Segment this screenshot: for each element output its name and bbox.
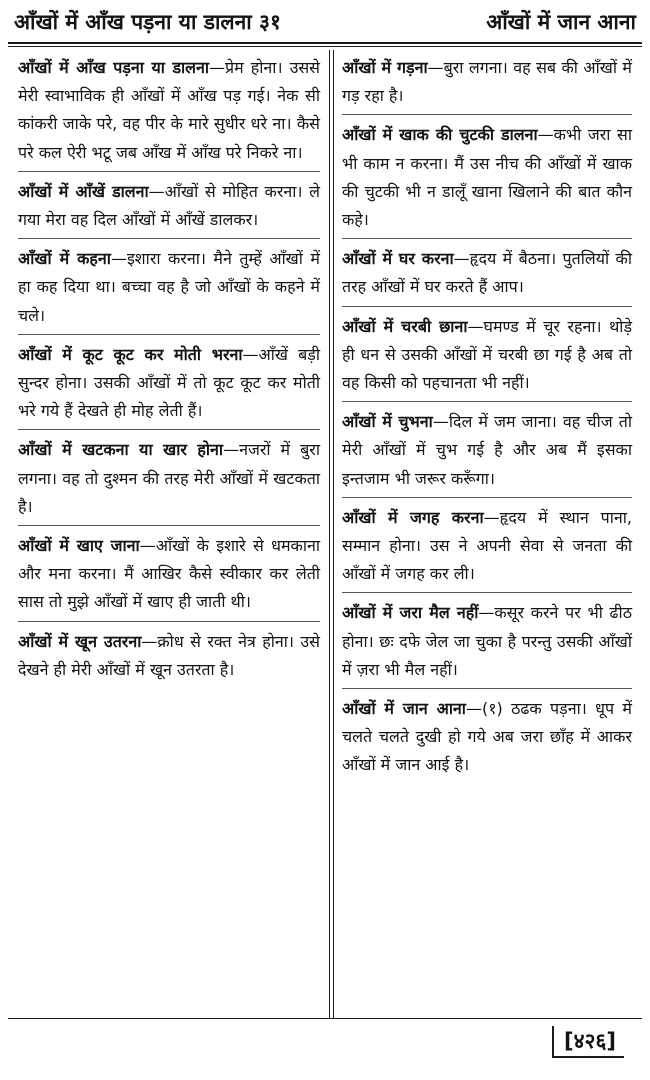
entry-definition: —नजरों में बुरा लगना। वह तो दुश्मन की तरह मेरी आँखों में खटकता है। bbox=[18, 440, 320, 516]
page-number-value: ४२६ bbox=[573, 1029, 607, 1053]
entry-headword: आँखों में आँख पड़ना या डालना bbox=[18, 58, 210, 77]
dictionary-entry bbox=[342, 408, 632, 498]
entry-definition: —क्रोध से रक्त नेत्र होना। उसे देखने ही मेरी आँखों में खून उतरता है। bbox=[18, 631, 320, 679]
entry-headword: आँखों में खून उतरना bbox=[18, 631, 142, 651]
entry-definition: —आँखों से मोहित करना। ले गया मेरा वह दिल आँखों में आँखें डालकर। bbox=[18, 181, 320, 230]
running-header bbox=[14, 4, 636, 40]
dictionary-entry bbox=[18, 532, 320, 622]
entry-headword: आँखों में चुभना bbox=[342, 412, 433, 432]
entry-definition: —दिल में जम जाना। वह चीज तो मेरी आँखों में चुभ गई है और अब मैं इसका इन्तजाम भी जरूर करूँगा। bbox=[342, 412, 632, 488]
entry-headword: आँखों में खाए जाना bbox=[18, 536, 140, 556]
entry-headword: आँखों में आँखें डालना bbox=[18, 181, 149, 201]
entry-definition: —कसूर करने पर भी ढीठ होना। छः दफे जेल जा चुका है परन्तु उसकी आँखों में ज़रा भी मैल नहीं। bbox=[342, 603, 632, 679]
entry-headword: आँखों में जगह करना bbox=[342, 507, 484, 527]
column-divider bbox=[329, 50, 330, 1018]
column-divider bbox=[333, 50, 334, 1018]
entry-headword: आँखों में घर करना bbox=[342, 249, 454, 269]
dictionary-entry bbox=[342, 121, 632, 239]
dictionary-entry bbox=[18, 436, 320, 526]
right-column bbox=[342, 54, 632, 790]
dictionary-entry bbox=[342, 54, 632, 115]
header-right: आँखों में जान आना bbox=[486, 10, 636, 34]
header-rule bbox=[8, 42, 642, 44]
entry-definition: —प्रेम होना। उससे मेरी स्वाभाविक ही आँखों में आँख पड़ गई। नेक सी कांकरी जाके परे, वह पीर के मारे सुधीर धरे ना। कैसे परे कल ऐरी भटू जब आँख में आँख परे निकरे ना। bbox=[18, 58, 320, 162]
entry-headword: आँखों में खटकना या खार होना bbox=[18, 440, 224, 460]
dictionary-entry bbox=[18, 178, 320, 239]
dictionary-entry bbox=[18, 341, 320, 431]
left-column bbox=[18, 54, 320, 694]
header-rule-thin bbox=[8, 46, 642, 47]
entry-definition: —हृदय में बैठना। पुतलियों की तरह आँखों में घर करते हैं आप। bbox=[342, 249, 632, 297]
dictionary-entry bbox=[342, 599, 632, 689]
footer-rule bbox=[8, 1018, 642, 1019]
entry-headword: आँखों में खाक की चुटकी डालना bbox=[342, 125, 538, 145]
entry-headword: आँखों में चरबी छाना bbox=[342, 316, 468, 336]
entry-headword: आँखों में गड़ना bbox=[342, 58, 428, 77]
entry-definition: —घमण्ड में चूर रहना। थोड़े ही धन से उसकी आँखों में चरबी छा गई है अब तो वह किसी को पहचानता भी नहीं। bbox=[342, 316, 633, 393]
entry-definition: —आँखें बड़ी सुन्दर होना। उसकी आँखों में तो कूट कूट कर मोती भरे गये हैं देखते ही मोह लेती हैं। bbox=[18, 344, 320, 421]
entry-headword: आँखों में जान आना bbox=[342, 699, 466, 719]
entry-definition: —बुरा लगना। वह सब की आँखों में गड़ रहा है। bbox=[342, 58, 632, 106]
entry-definition: —आँखों के इशारे से धमकाना और मना करना। मैं आखिर कैसे स्वीकार कर लेती सास तो मुझे आँखों में खाए ही जाती थी। bbox=[18, 536, 321, 612]
dictionary-entry bbox=[18, 628, 320, 688]
entry-definition: —हृदय में स्थान पाना, सम्मान होना। उस ने अपनी सेवा से जनता की आँखों में जगह कर ली। bbox=[342, 507, 632, 584]
header-left: आँखों में आँख पड़ना या डालना ३१ bbox=[14, 10, 281, 34]
dictionary-entry bbox=[18, 54, 320, 172]
dictionary-entry bbox=[342, 313, 632, 403]
entry-definition: —कभी जरा सा भी काम न करना। मैं उस नीच की आँखों में खाक की चुटकी भी न डालूँ खाना खिलाने की बात कौन कहे। bbox=[342, 125, 632, 230]
entry-definition: —(१) ठढक पड़ना। धूप में चलते चलते दुखी हो गये अब जरा छाँह में आकर आँखों में जान आई है। bbox=[342, 699, 632, 775]
dictionary-entry bbox=[18, 245, 320, 335]
entry-headword: आँखों में कहना bbox=[18, 249, 111, 269]
page-number: [४२६] bbox=[552, 1026, 624, 1058]
dictionary-entry bbox=[342, 504, 632, 594]
dictionary-entry bbox=[342, 695, 632, 784]
entry-headword: आँखों में जरा मैल नहीं bbox=[342, 603, 479, 623]
entry-headword: आँखों में कूट कूट कर मोती भरना bbox=[18, 344, 243, 364]
dictionary-entry bbox=[342, 245, 632, 306]
entry-definition: —इशारा करना। मैने तुम्हें आँखों में हा कह दिया था। बच्चा वह है जो आँखों के कहने में चले। bbox=[18, 249, 320, 325]
